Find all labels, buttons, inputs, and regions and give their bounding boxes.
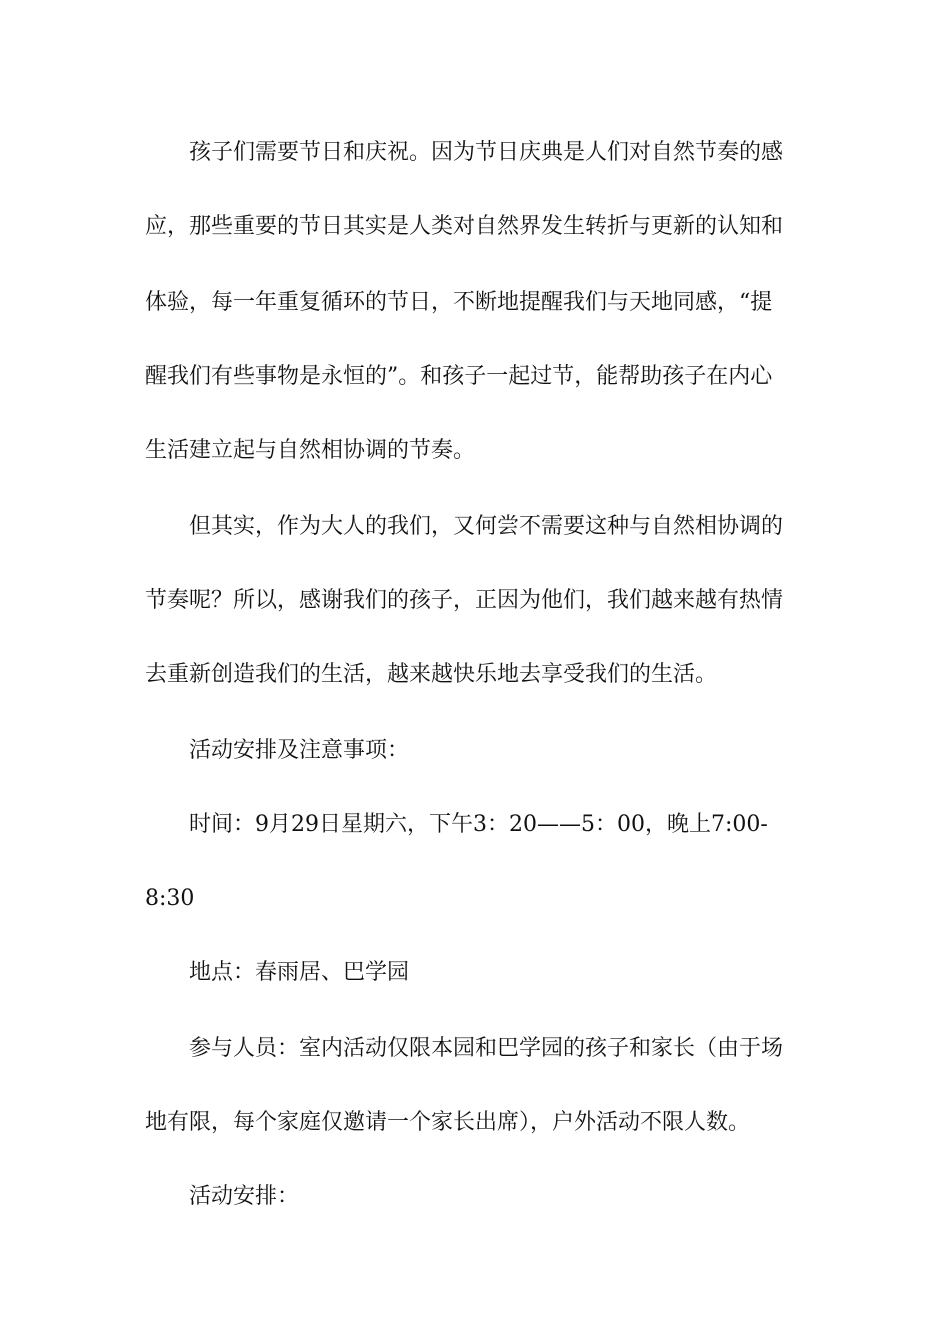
paragraph-1-line-4: 醒我们有些事物是永恒的”。和孩子一起过节，能帮助孩子在内心 (145, 364, 773, 389)
paragraph-2-line-2: 节奏呢？所以，感谢我们的孩子，正因为他们，我们越来越有热情 (145, 588, 784, 613)
paragraph-1-line-5: 生活建立起与自然相协调的节奏。 (145, 438, 476, 463)
paragraph-2-line-3: 去重新创造我们的生活，越来越快乐地去享受我们的生活。 (145, 662, 718, 687)
paragraph-1-line-1: 孩子们需要节日和庆祝。因为节日庆典是人们对自然节奏的感 (189, 140, 784, 165)
section-heading-arrangements-notes: 活动安排及注意事项： (189, 738, 410, 763)
paragraph-2-line-1: 但其实，作为大人的我们，又何尝不需要这种与自然相协调的 (189, 514, 784, 539)
paragraph-1-line-2: 应，那些重要的节日其实是人类对自然界发生转折与更新的认知和 (145, 214, 784, 239)
time-line-2: 8:30 (145, 886, 195, 911)
location-line: 地点：春雨居、巴学园 (189, 960, 410, 985)
paragraph-1-line-3: 体验，每一年重复循环的节日，不断地提醒我们与天地同感，“提 (145, 290, 773, 315)
participants-line-2: 地有限，每个家庭仅邀请一个家长出席），户外活动不限人数。 (145, 1110, 751, 1135)
time-line-1: 时间：9月29日星期六，下午3：20——5：00，晚上7:00- (189, 812, 768, 837)
participants-line-1: 参与人员：室内活动仅限本园和巴学园的孩子和家长（由于场 (189, 1036, 784, 1061)
section-heading-arrangements: 活动安排： (189, 1184, 300, 1209)
